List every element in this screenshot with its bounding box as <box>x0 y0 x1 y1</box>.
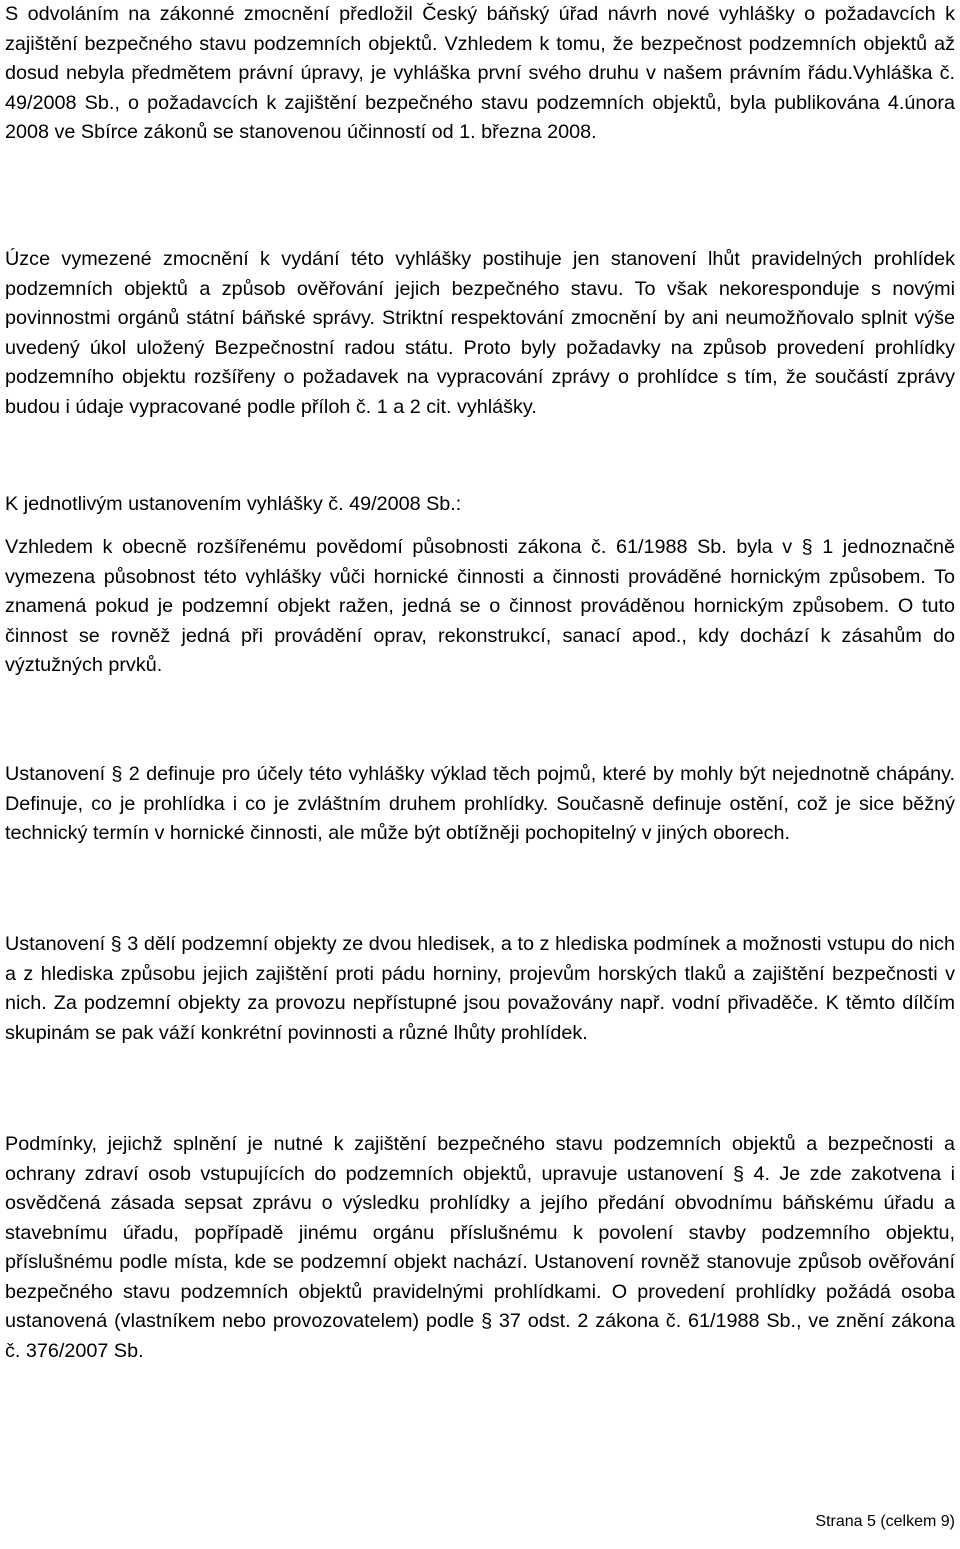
paragraph-section-1: Vzhledem k obecně rozšířenému povědomí působnosti zákona č. 61/1988 Sb. byla v § 1 jednoznačně vymezena působnost této vyhlášky vůči hornické činnosti a činnosti prováděné hornickým způsobem. To znamená pokud je podzemní objekt ražen, jedná se o činnost prováděnou hornickým způsobem. O tuto činnost se rovněž jedná při provádění oprav, rekonstrukcí, sanací apod., kdy dochází k zásahům do výztužných prvků. <box>5 536 955 676</box>
paragraph-intro: S odvoláním na zákonné zmocnění předložil Český báňský úřad návrh nové vyhlášky o požadavcích k zajištění bezpečného stavu podzemních objektů. Vzhledem k tomu, že bezpečnost podzemních objektů až dosud nebyla předmětem právní úpravy, je vyhláška první svého druhu v našem právním řádu.Vyhláška č. 49/2008 Sb., o požadavcích k zajištění bezpečného stavu podzemních objektů, byla publikována 4.února 2008 ve Sbírce zákonů se stanovenou účinností od 1. března 2008. <box>5 3 955 143</box>
page-number: Strana 5 (celkem 9) <box>815 1513 955 1530</box>
paragraph-section-2: Ustanovení § 2 definuje pro účely této vyhlášky výklad těch pojmů, které by mohly být nejednotně chápány. Definuje, co je prohlídka i co je zvláštním druhem prohlídky. Současně definuje ostění, což je sice běžný technický termín v hornické činnosti, ale může být obtížněji pochopitelný v jiných oborech. <box>5 763 955 844</box>
paragraph-section-3: Ustanovení § 3 dělí podzemní objekty ze dvou hledisek, a to z hlediska podmínek a možnosti vstupu do nich a z hlediska způsobu jejich zajištění proti pádu horniny, projevům horských tlaků a zajištění bezpečnosti v nich. Za podzemní objekty za provozu nepřístupné jsou považovány např. vodní přivaděče. K těmto dílčím skupinám se pak váží konkrétní povinnosti a různé lhůty prohlídek. <box>5 933 955 1044</box>
paragraph-authorization: Úzce vymezené zmocnění k vydání této vyhlášky postihuje jen stanovení lhůt pravidelných prohlídek podzemních objektů a způsob ověřování jejich bezpečného stavu. To však nekoresponduje s novými povinnostmi orgánů státní báňské správy. Striktní respektování zmocnění by ani neumožňovalo splnit výše uvedený úkol uložený Bezpečnostní radou státu. Proto byly požadavky na způsob provedení prohlídky podzemního objektu rozšířeny o požadavek na vypracování zprávy o prohlídce s tím, že součástí zprávy budou i údaje vypracované podle příloh č. 1 a 2 cit. vyhlášky. <box>5 248 955 418</box>
paragraph-provisions-heading: K jednotlivým ustanovením vyhlášky č. 49/2008 Sb.: <box>5 493 462 515</box>
paragraph-section-4: Podmínky, jejichž splnění je nutné k zajištění bezpečného stavu podzemních objektů a bezpečnosti a ochrany zdraví osob vstupujících do podzemních objektů, upravuje ustanovení § 4. Je zde zakotvena i osvědčená zásada sepsat zprávu o výsledku prohlídky a jejího předání obvodnímu báňskému úřadu a stavebnímu úřadu, popřípadě jinému orgánu příslušnému k povolení stavby podzemního objektu, příslušnému podle místa, kde se podzemní objekt nachází. Ustanovení rovněž stanovuje způsob ověřování bezpečného stavu podzemních objektů pravidelnými prohlídkami. O provedení prohlídky požádá osoba ustanovená (vlastníkem nebo provozovatelem) podle § 37 odst. 2 zákona č. 61/1988 Sb., ve znění zákona č. 376/2007 Sb. <box>5 1133 955 1362</box>
